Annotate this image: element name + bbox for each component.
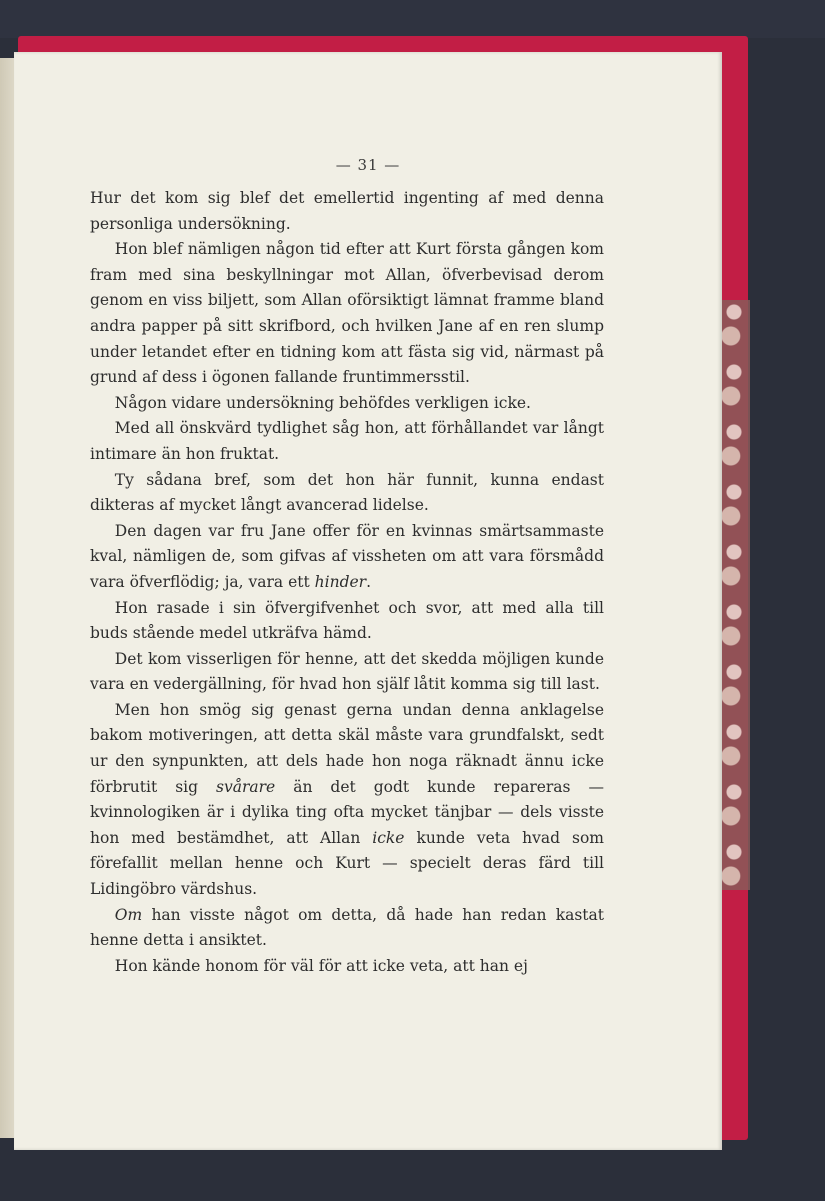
text-run: Hur det kom sig blef det emellertid ingenting af med denna personliga undersökning. — [90, 189, 604, 233]
paragraph — [90, 519, 604, 596]
text-run: han visste något om detta, då hade han redan kastat henne detta i ansiktet. — [90, 905, 604, 950]
marbled-endpaper — [718, 300, 750, 890]
paragraph — [90, 237, 604, 391]
paragraph — [90, 186, 604, 237]
text-run: kunde veta hvad som förefallit mellan henne och Kurt — specielt deras färd till Lidingöbro värdshus. — [90, 828, 604, 899]
paragraph — [90, 903, 604, 954]
paragraph — [90, 954, 604, 980]
italic-text: hinder — [314, 572, 367, 591]
paragraph — [90, 468, 604, 519]
text-run: Ty sådana bref, som det hon här funnit, kunna endast dikteras af mycket långt avancerad lidelse. — [90, 470, 604, 515]
italic-text: icke — [372, 828, 405, 847]
text-run: Hon blef nämligen någon tid efter att Kurt första gången kom fram med sina beskyllningar mot Allan, öfverbevisad derom genom en viss biljett, som Allan oförsiktigt lämnat framme bland andra papper på sitt skrifbord, och hvilken Jane af en ren slump under letandet efter en tidning kom att fästa sig vid, närmast på grund af dess i ögonen fallande fruntimmersstil. — [90, 240, 604, 387]
paragraph — [90, 698, 604, 903]
paragraph — [90, 647, 604, 698]
text-run: Med all önskvärd tydlighet såg hon, att förhållandet var långt intimare än hon fruktat. — [90, 419, 604, 463]
text-run: Den dagen var fru Jane offer för en kvinnas smärtsammaste kval, nämligen de, som gifvas af vissheten om att vara försmådd vara öfverflödig; ja, vara ett — [90, 521, 604, 591]
paragraph — [90, 391, 604, 417]
body-text — [90, 186, 604, 979]
text-run: än det godt kunde repareras — kvinnologiken är i dylika ting ofta mycket tänjbar — dels visste hon med bestämdhet, att Allan — [90, 777, 604, 847]
text-run: Men hon smög sig genast gerna undan denna anklagelse bakom motiveringen, att detta skäl måste vara grundfalskt, sedt ur den synpunkten, att dels hade hon noga räknadt ännu icke förbrutit sig — [90, 700, 604, 796]
text-run: Hon kände honom för väl för att icke veta, att han ej — [114, 956, 528, 975]
italic-text: Om — [114, 905, 143, 924]
text-run: Hon rasade i sin öfvergifvenhet och svor, att med alla till buds stående medel utkräfva hämd. — [90, 598, 604, 643]
page-number: — 31 — — [335, 156, 401, 174]
text-run: Det kom visserligen för henne, att det skedda möjligen kunde vara en vedergällning, för hvad hon själf låtit komma sig till last. — [90, 649, 604, 694]
paragraph — [90, 416, 604, 467]
italic-text: svårare — [216, 777, 276, 796]
paragraph — [90, 596, 604, 647]
text-run: Någon vidare undersökning behöfdes verkligen icke. — [114, 393, 531, 412]
scanner-backdrop — [0, 0, 825, 38]
text-run: . — [366, 572, 372, 591]
book-page — [14, 52, 722, 1150]
